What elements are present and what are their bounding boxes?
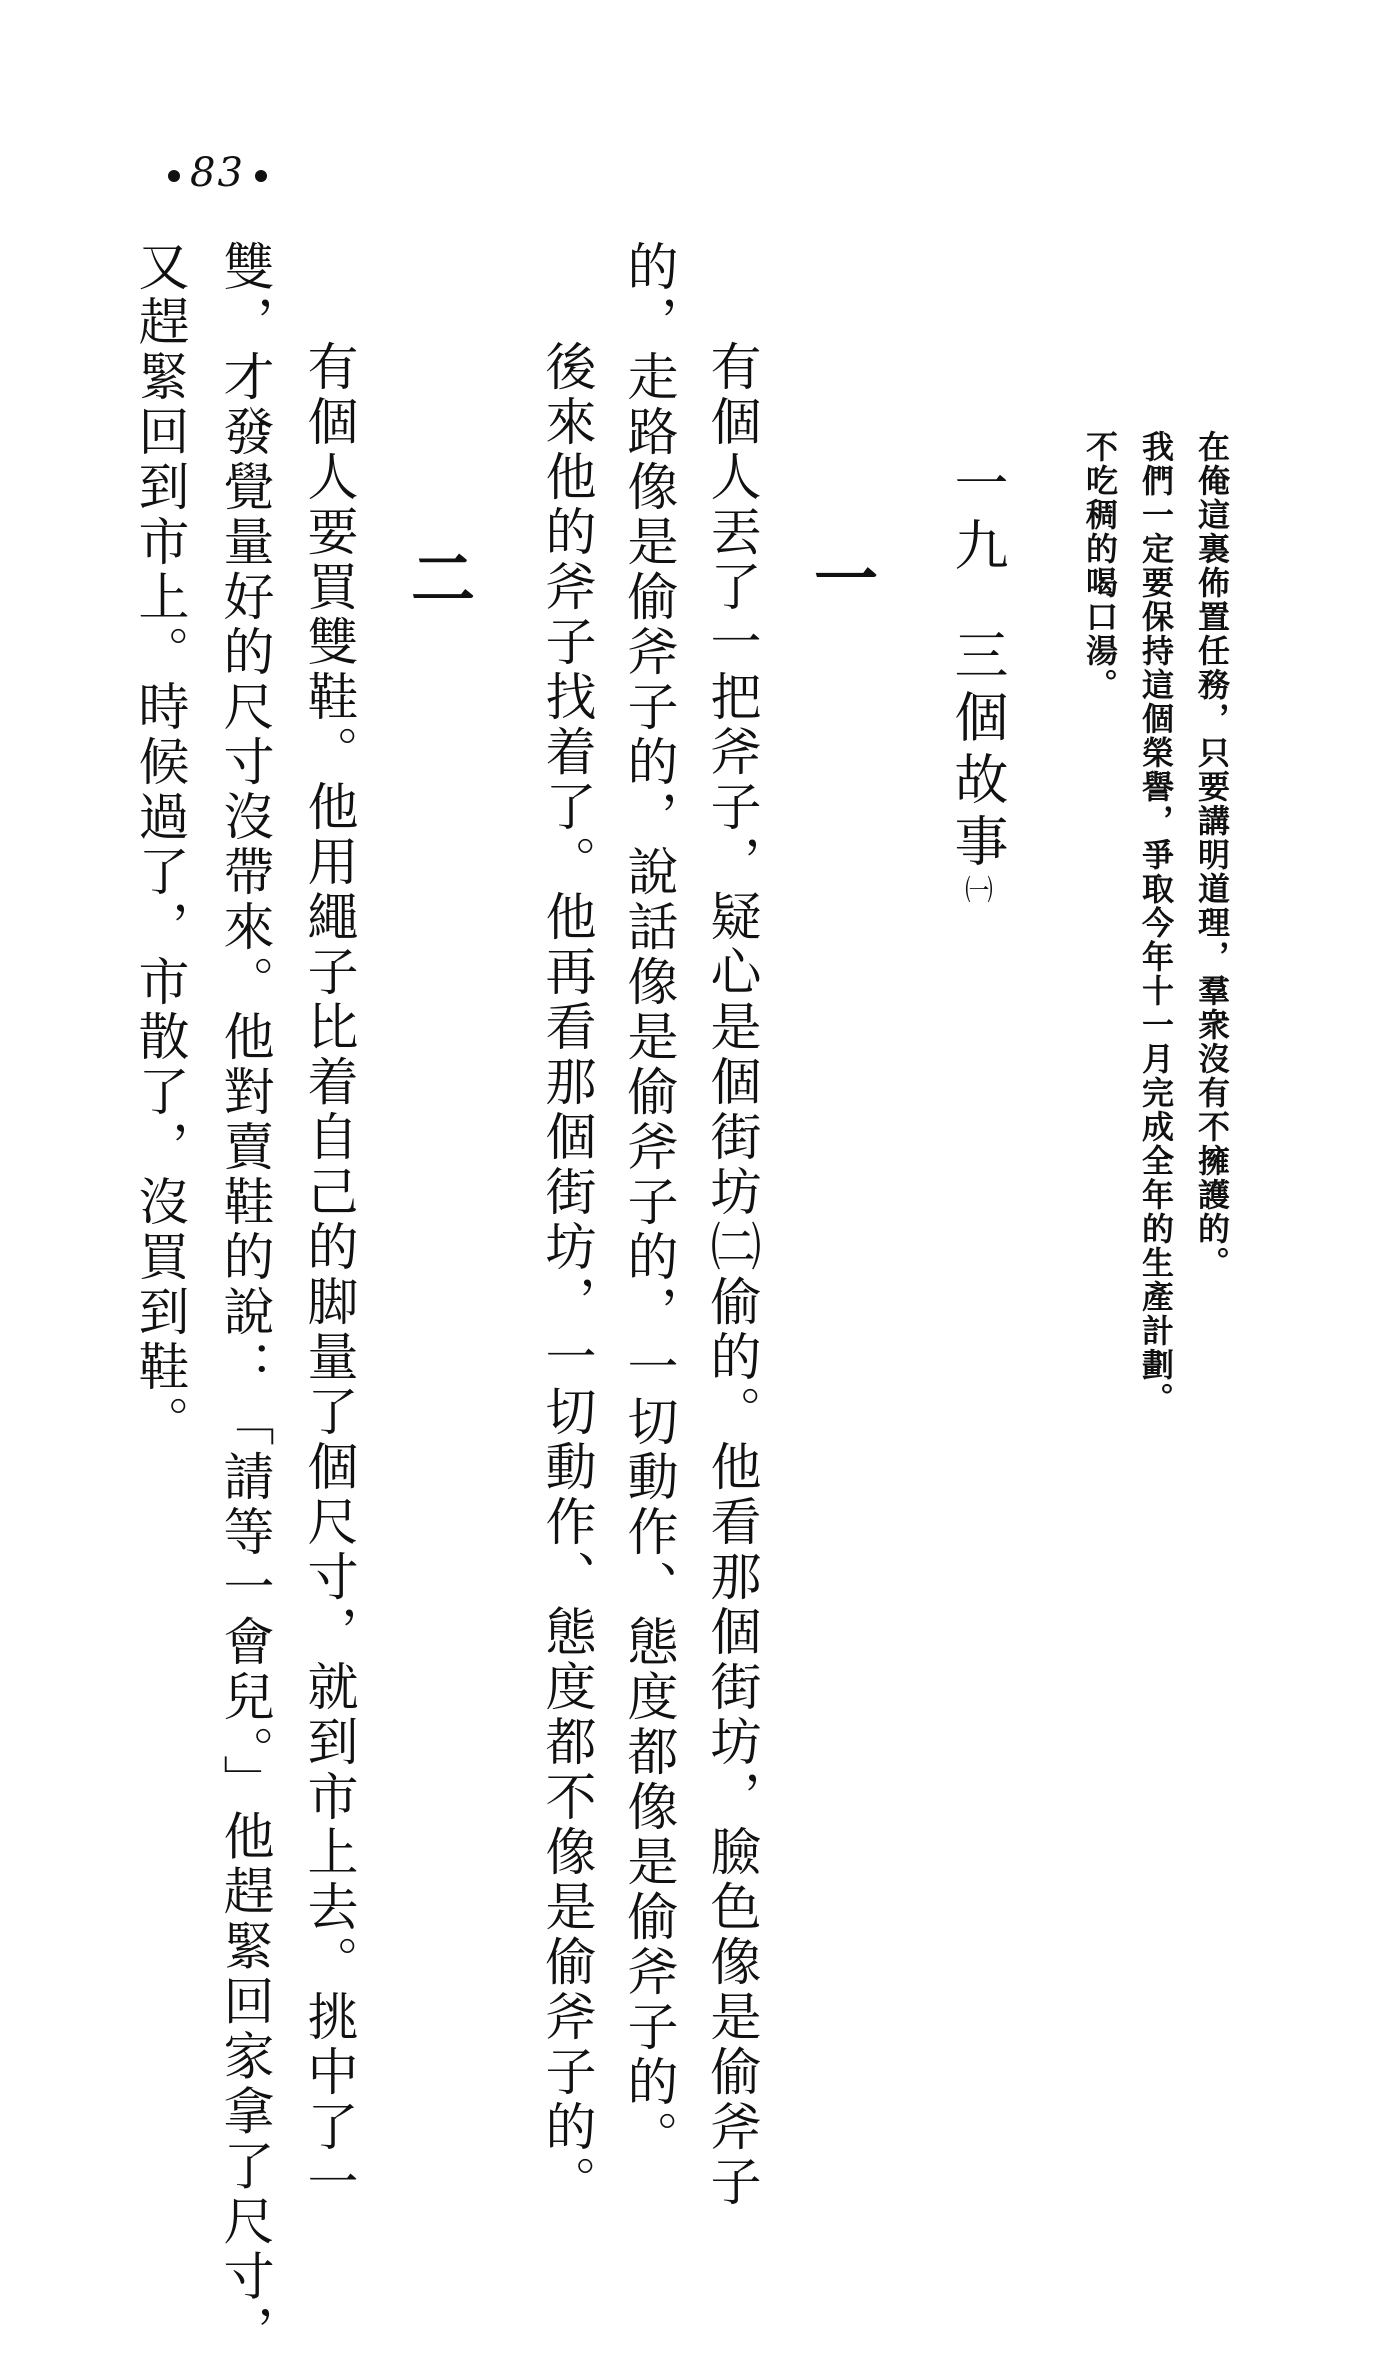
section2-line-2: 雙，才發覺量好的尺寸沒帶來。他對賣鞋的說：「請等一會兒。」他趕緊回家拿了尺寸， xyxy=(214,240,273,2360)
section2-line-1: 有個人要買雙鞋。他用繩子比着自己的脚量了個尺寸，就到市上去。挑中了一 xyxy=(298,340,357,2210)
quote-line-3: 不吃稠的喝口湯。 xyxy=(1081,430,1119,702)
quote-line-2: 我們一定要保持這個榮譽，爭取今年十一月完成全年的生產計劃。 xyxy=(1137,430,1175,1416)
quote-line-1: 在俺這裏佈置任務，只要講明道理，羣衆沒有不擁護的。 xyxy=(1193,430,1231,1280)
section1-line-2: 的，走路像是偷斧子的，說話像是偷斧子的，一切動作、態度都像是偷斧子的。 xyxy=(618,240,677,2165)
chapter-heading xyxy=(946,455,1009,903)
section-marker-2: 二 xyxy=(400,545,475,609)
section1-line-1: 有個人丟了一把斧子，疑心是個街坊㈡偷的。他看那個街坊，臉色像是偷斧子 xyxy=(701,340,760,2210)
chapter-note: ㈠ xyxy=(961,875,994,903)
page-number-text: 83 xyxy=(190,150,245,196)
section2-line-3: 又趕緊回到市上。時候過了，市散了，沒買到鞋。 xyxy=(129,240,188,1450)
section1-line-3: 後來他的斧子找着了。他再看那個街坊，一切動作、態度都不像是偷斧子的。 xyxy=(536,340,595,2210)
bullet-icon xyxy=(255,170,267,182)
chapter-title: 三個故事 xyxy=(946,627,1009,875)
page-number xyxy=(158,150,277,196)
bullet-icon xyxy=(168,170,180,182)
chapter-number: 一九 xyxy=(946,455,1009,579)
section-marker-1: 一 xyxy=(803,545,878,609)
